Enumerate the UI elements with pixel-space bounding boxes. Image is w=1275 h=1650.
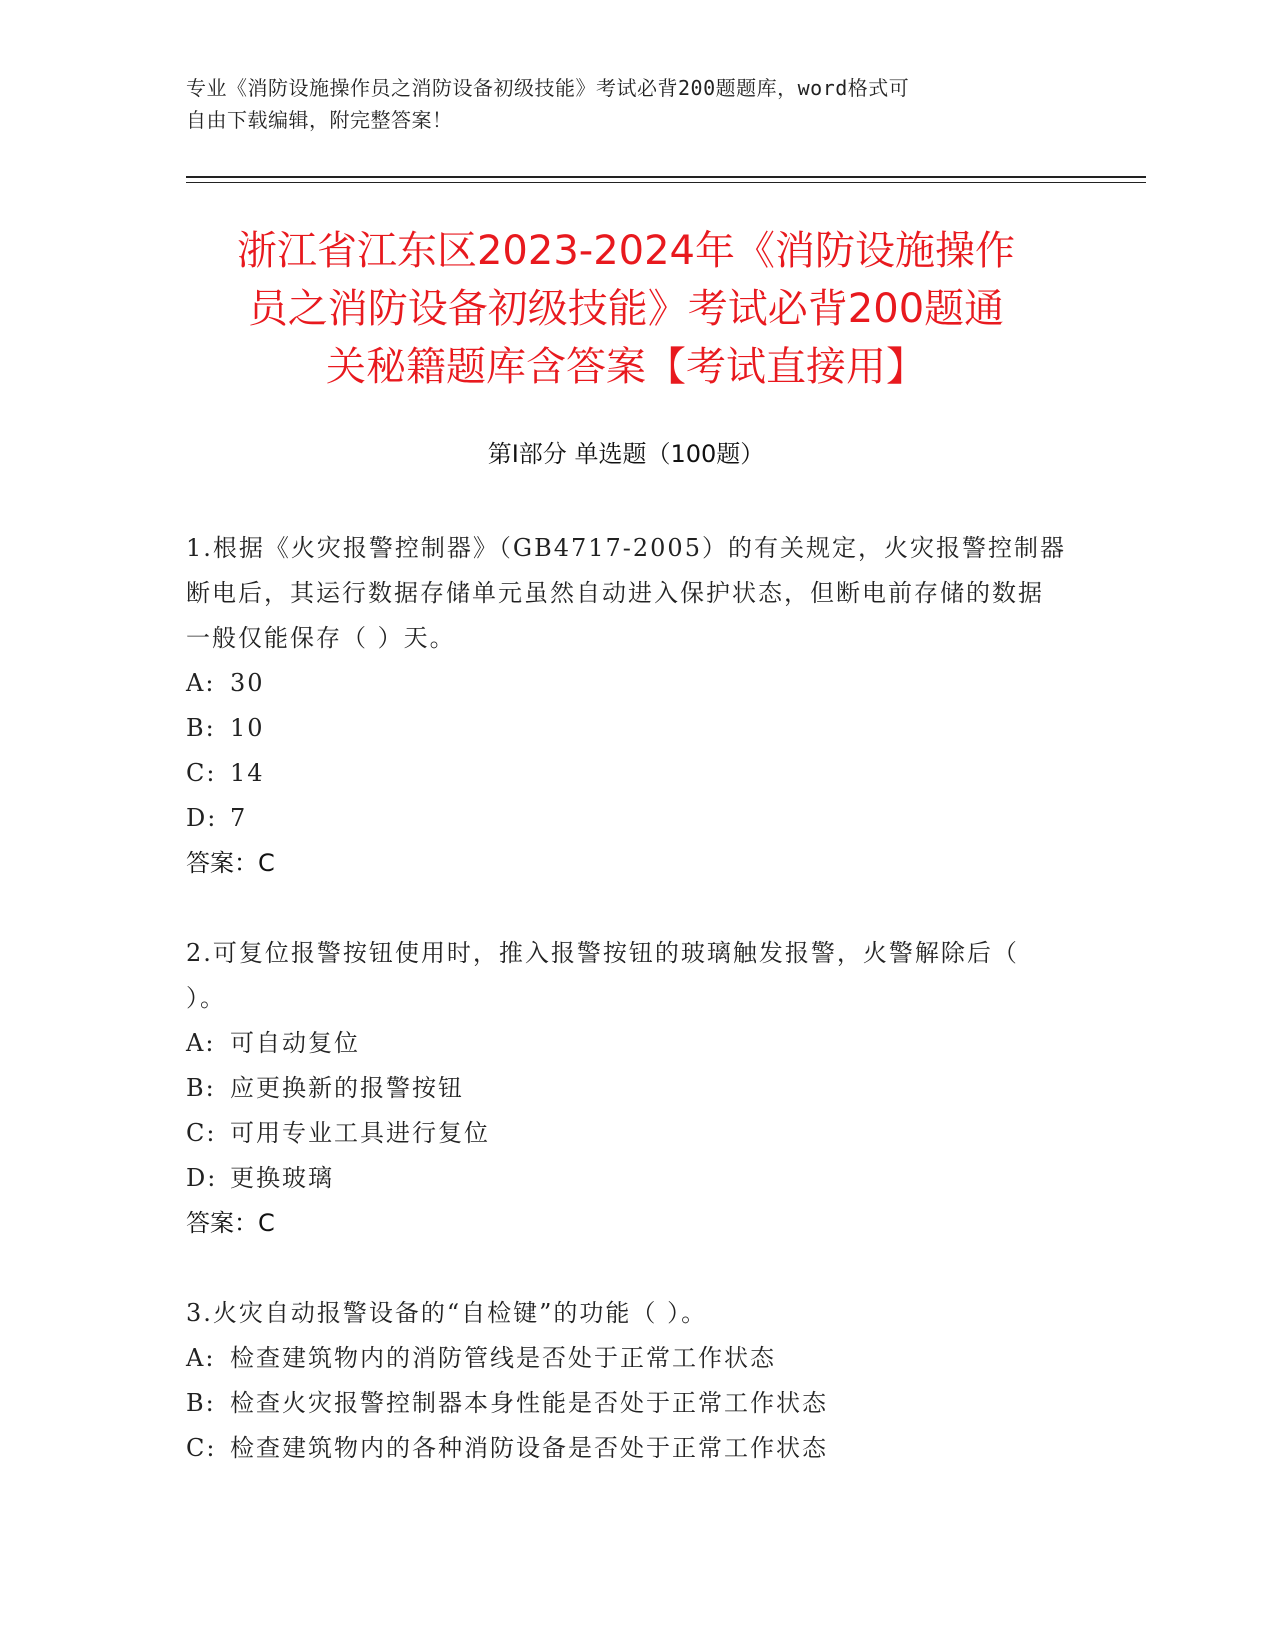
option-key: D: (186, 804, 218, 832)
option-key: A: (186, 1344, 216, 1372)
option-key: C: (186, 1434, 217, 1462)
option-text: 14 (230, 759, 265, 787)
answer-line: 答案：C (186, 849, 275, 877)
question-text: 3.火灾自动报警设备的“自检键”的功能（ ）。 (186, 1299, 708, 1327)
header-divider-thin (186, 182, 1146, 183)
option-b (186, 1381, 1066, 1426)
option-text: 应更换新的报警按钮 (230, 1074, 464, 1102)
option-key: B: (186, 1074, 216, 1102)
question-text: 1.根据《火灾报警控制器》（GB4717-2005）的有关规定，火灾报警控制器断电后，其运行数据存储单元虽然自动进入保护状态，但断电前存储的数据一般仅能保存（ ）天。 (186, 534, 1066, 652)
option-key: B: (186, 714, 216, 742)
option-b (186, 706, 1066, 751)
option-text: 检查建筑物内的消防管线是否处于正常工作状态 (230, 1344, 776, 1372)
option-a (186, 1021, 1066, 1066)
header-note (186, 72, 1066, 136)
option-text: 可自动复位 (230, 1029, 360, 1057)
question-list (186, 526, 1066, 1516)
title-line: 员之消防设备初级技能》考试必背200题通 (247, 286, 1005, 332)
header-note-line: 专业《消防设施操作员之消防设备初级技能》考试必背200题题库，word格式可 (186, 76, 910, 100)
option-key: A: (186, 669, 216, 697)
option-key: A: (186, 1029, 216, 1057)
title-line: 关秘籍题库含答案【考试直接用】 (326, 344, 926, 390)
question-text: 2.可复位报警按钮使用时，推入报警按钮的玻璃触发报警，火警解除后（ ）。 (186, 939, 1019, 1012)
question-item (186, 1291, 1066, 1471)
option-key: B: (186, 1389, 216, 1417)
header-divider-thick (186, 176, 1146, 178)
option-a (186, 661, 1066, 706)
answer-line: 答案：C (186, 1209, 275, 1237)
option-text: 30 (230, 669, 265, 697)
option-c (186, 751, 1066, 796)
option-d (186, 796, 1066, 841)
option-c (186, 1111, 1066, 1156)
option-key: D: (186, 1164, 218, 1192)
title-line: 浙江省江东区2023-2024年《消防设施操作 (236, 228, 1016, 274)
option-text: 检查火灾报警控制器本身性能是否处于正常工作状态 (230, 1389, 828, 1417)
option-d (186, 1156, 1066, 1201)
option-text: 7 (230, 804, 248, 832)
option-text: 10 (230, 714, 265, 742)
option-text: 检查建筑物内的各种消防设备是否处于正常工作状态 (230, 1434, 828, 1462)
document-title (186, 222, 1066, 396)
option-a (186, 1336, 1066, 1381)
header-note-line: 自由下载编辑，附完整答案！ (186, 108, 453, 132)
question-item (186, 526, 1066, 886)
option-b (186, 1066, 1066, 1111)
option-key: C: (186, 759, 217, 787)
question-item (186, 931, 1066, 1246)
option-key: C: (186, 1119, 217, 1147)
section-heading: 第Ⅰ部分 单选题（100题） (487, 440, 765, 468)
option-text: 可用专业工具进行复位 (230, 1119, 490, 1147)
option-text: 更换玻璃 (230, 1164, 334, 1192)
option-c (186, 1426, 1066, 1471)
